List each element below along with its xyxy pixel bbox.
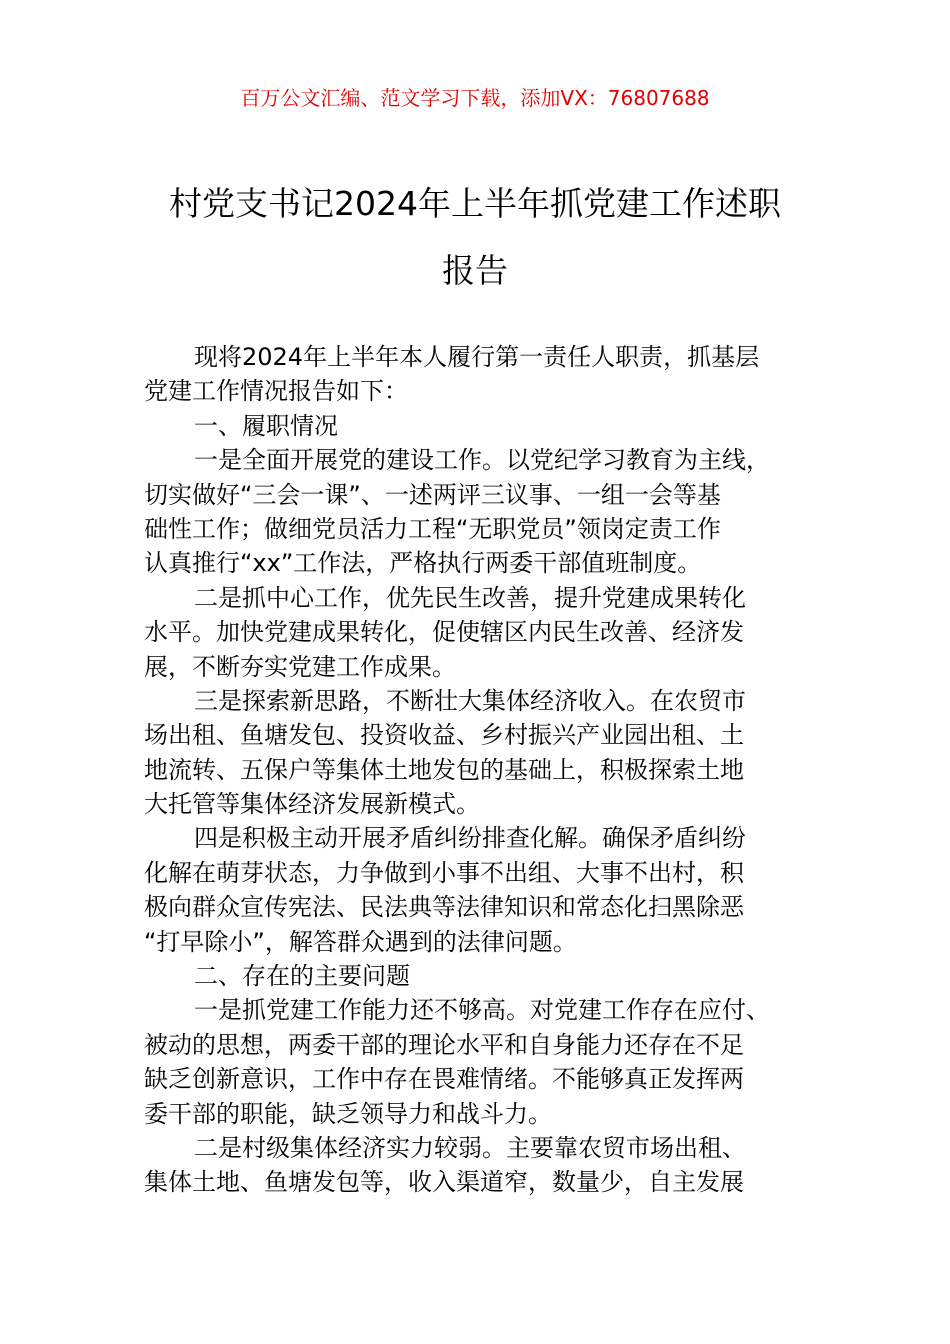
document-title-line-2: 报告 (442, 251, 508, 290)
body-line: 切实做好“三会一课”、一述两评三议事、一组一会等基 (144, 480, 721, 509)
body-line: 化解在萌芽状态，力争做到小事不出组、大事不出村，积 (144, 858, 744, 887)
body-line: 委干部的职能，缺乏领导力和战斗力。 (144, 1099, 552, 1128)
body-line: 被动的思想，两委干部的理论水平和自身能力还存在不足 (144, 1030, 744, 1059)
body-line: 四是积极主动开展矛盾纠纷排查化解。确保矛盾纠纷 (194, 824, 746, 853)
body-line: 三是探索新思路，不断壮大集体经济收入。在农贸市 (194, 686, 746, 715)
body-line: 二是抓中心工作，优先民生改善，提升党建成果转化 (194, 583, 746, 612)
body-line: 场出租、鱼塘发包、投资收益、乡村振兴产业园出租、土 (144, 721, 744, 750)
body-line: 二是村级集体经济实力较弱。主要靠农贸市场出租、 (194, 1133, 746, 1162)
body-line: 一是全面开展党的建设工作。以党纪学习教育为主线， (194, 446, 770, 475)
header-note: 百万公文汇编、范文学习下载，添加VX：76807688 (240, 86, 710, 110)
body-line: 展，不断夯实党建工作成果。 (144, 652, 456, 681)
body-line: 集体土地、鱼塘发包等，收入渠道窄，数量少，自主发展 (144, 1168, 744, 1197)
body-line: 缺乏创新意识，工作中存在畏难情绪。不能够真正发挥两 (144, 1065, 744, 1094)
body-line: 党建工作情况报告如下： (144, 377, 408, 406)
section-heading: 一、履职情况 (194, 411, 338, 440)
body-line: 认真推行“xx”工作法，严格执行两委干部值班制度。 (144, 549, 702, 578)
body-line: 极向群众宣传宪法、民法典等法律知识和常态化扫黑除恶 (144, 893, 744, 922)
body-line: 水平。加快党建成果转化，促使辖区内民生改善、经济发 (144, 618, 744, 647)
section-heading: 二、存在的主要问题 (194, 962, 410, 991)
document-title-line-1: 村党支书记2024年上半年抓党建工作述职 (169, 184, 781, 223)
body-line: 现将2024年上半年本人履行第一责任人职责，抓基层 (194, 343, 760, 371)
body-line: 地流转、五保户等集体土地发包的基础上，积极探索土地 (144, 755, 744, 784)
body-line: 大托管等集体经济发展新模式。 (144, 790, 480, 819)
body-line: 础性工作；做细党员活力工程“无职党员”领岗定责工作 (144, 514, 721, 543)
body-line: “打早除小”，解答群众遇到的法律问题。 (144, 927, 577, 956)
body-line: 一是抓党建工作能力还不够高。对党建工作存在应付、 (194, 996, 770, 1025)
document-body (144, 340, 816, 1200)
